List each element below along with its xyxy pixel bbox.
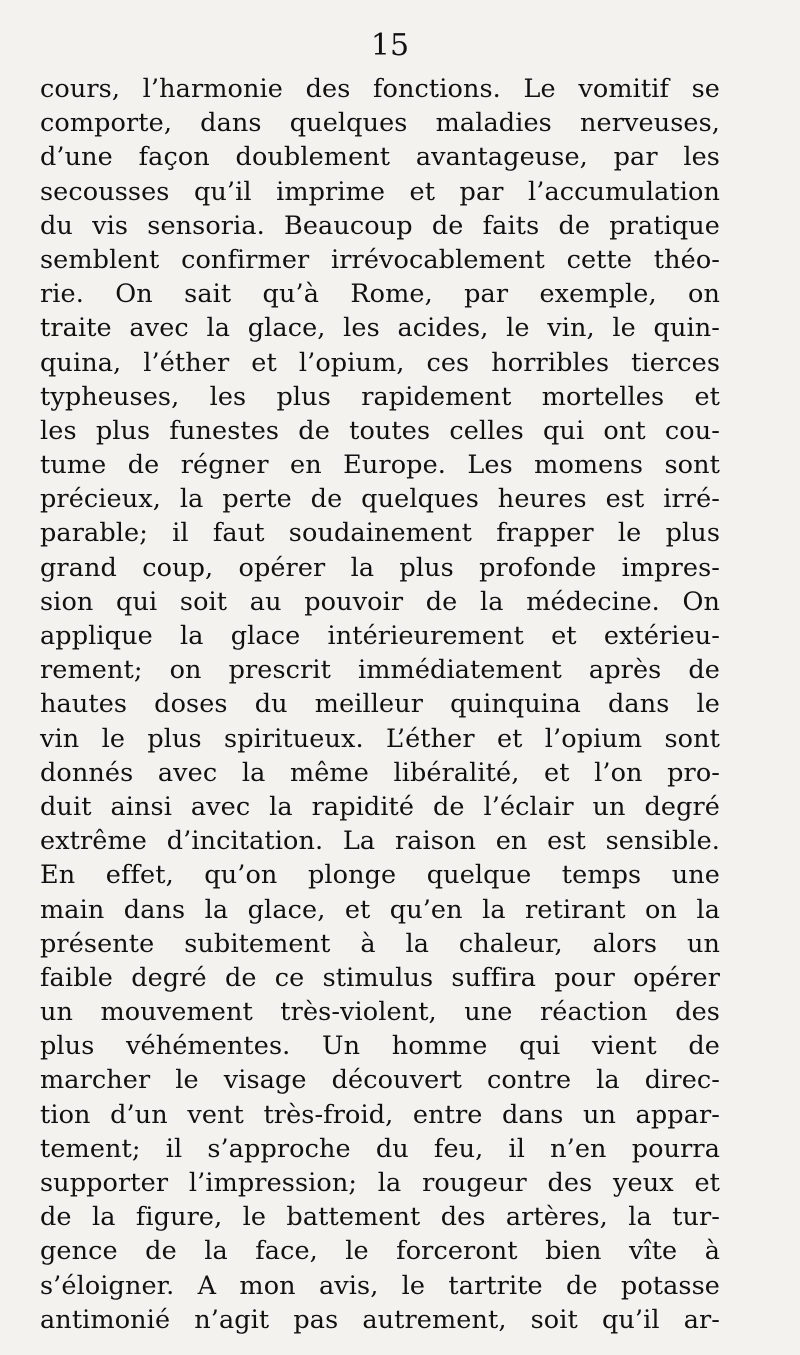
text-line: typheuses, les plus rapidement mortelles et [40, 381, 720, 412]
text-line: supporter l’impression; la rougeur des yeux et [40, 1168, 720, 1198]
text-line: gence de la face, le forceront bien vîte à [40, 1236, 720, 1267]
text-line: précieux, la perte de quelques heures est irré- [40, 484, 720, 515]
text-line: les plus funestes de toutes celles qui ont cou- [40, 415, 720, 446]
text-line: grand coup, opérer la plus profonde impres- [40, 552, 720, 583]
text-line: rement; on prescrit immédiatement après de [40, 655, 720, 686]
text-line: s’éloigner. A mon avis, le tartrite de potasse [40, 1270, 720, 1301]
text-line: parable; il faut soudainement frapper le plus [40, 518, 720, 549]
text-line: extrême d’incitation. La raison en est sensible. [40, 826, 720, 857]
text-line: vin le plus spiritueux. L’éther et l’opium sont [40, 723, 720, 754]
text-line: applique la glace intérieurement et extérieu- [40, 621, 720, 651]
text-line: sion qui soit au pouvoir de la médecine. On [40, 586, 720, 617]
text-line: rie. On sait qu’à Rome, par exemple, on [40, 279, 720, 310]
body-text [40, 72, 720, 1337]
page-number: 15 [370, 28, 410, 63]
text-line: antimonié n’agit pas autrement, soit qu’il ar- [40, 1304, 720, 1335]
text-line: En effet, qu’on plonge quelque temps une [40, 860, 720, 891]
text-line: d’une façon doublement avantageuse, par les [40, 142, 720, 173]
text-line: duit ainsi avec la rapidité de l’éclair un degré [40, 791, 720, 822]
text-line: de la figure, le battement des artères, la tur- [40, 1202, 720, 1233]
text-line: un mouvement très-violent, une réaction des [40, 997, 720, 1028]
text-line: présente subitement à la chaleur, alors un [40, 928, 720, 959]
text-line: donnés avec la même libéralité, et l’on pro- [40, 757, 720, 788]
text-line: traite avec la glace, les acides, le vin, le quin- [40, 313, 720, 344]
text-line: quina, l’éther et l’opium, ces horribles tierces [40, 347, 720, 378]
text-line: du vis sensoria. Beaucoup de faits de pratique [40, 210, 720, 241]
text-line: semblent confirmer irrévocablement cette théo- [40, 244, 720, 275]
text-line: comporte, dans quelques maladies nerveuses, [40, 108, 720, 139]
text-line: tement; il s’approche du feu, il n’en pourra [40, 1133, 720, 1164]
text-line: cours, l’harmonie des fonctions. Le vomitif se [40, 74, 720, 104]
text-line: faible degré de ce stimulus suffira pour opérer [40, 962, 720, 993]
text-line: tume de régner en Europe. Les momens sont [40, 450, 720, 481]
text-line: plus véhémentes. Un homme qui vient de [40, 1031, 720, 1062]
text-line: tion d’un vent très-froid, entre dans un appar- [40, 1099, 720, 1130]
text-line: main dans la glace, et qu’en la retirant on la [40, 894, 720, 925]
text-line: hautes doses du meilleur quinquina dans le [40, 689, 720, 720]
text-line: secousses qu’il imprime et par l’accumulation [40, 176, 720, 207]
text-line: marcher le visage découvert contre la direc- [40, 1065, 720, 1096]
